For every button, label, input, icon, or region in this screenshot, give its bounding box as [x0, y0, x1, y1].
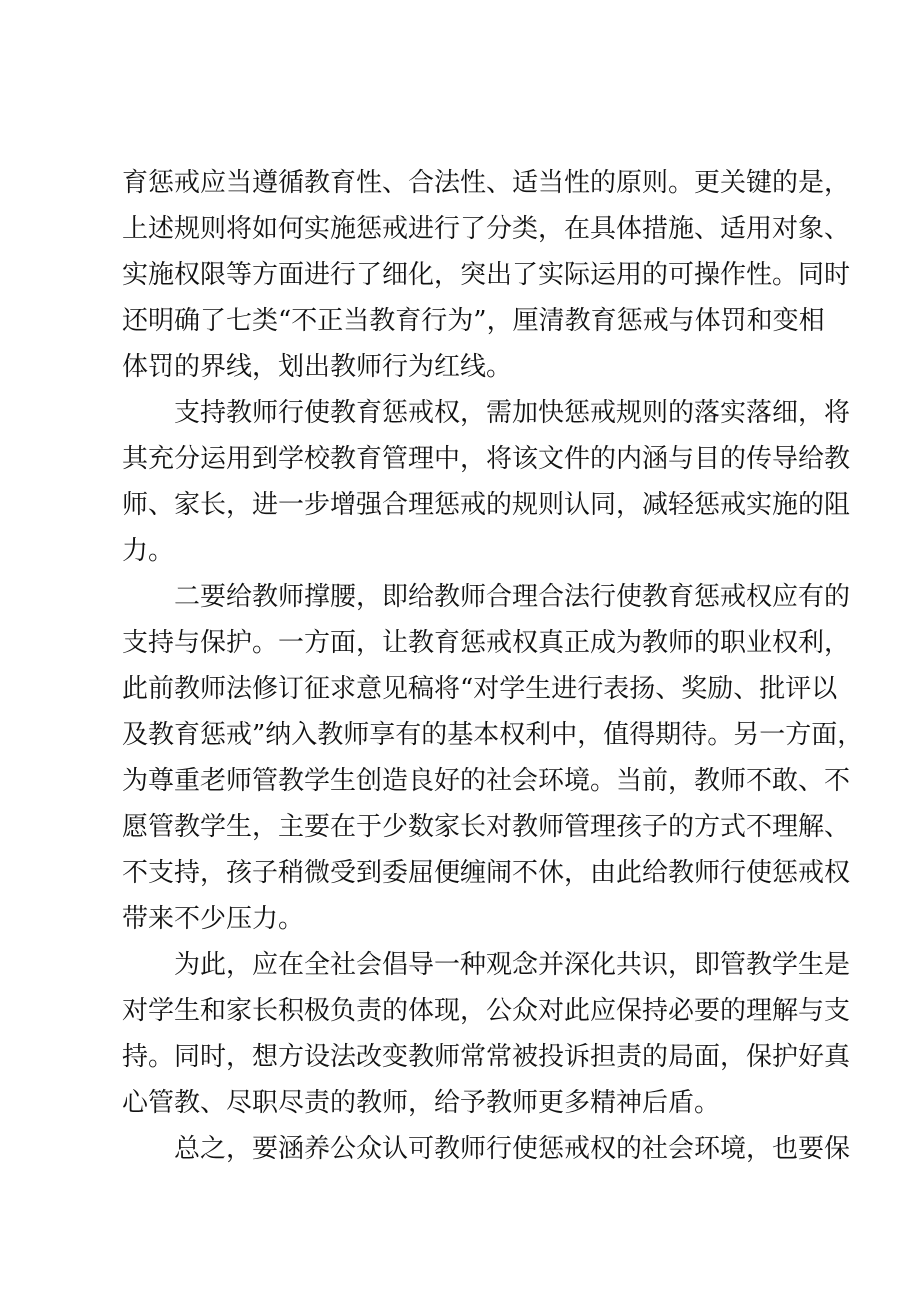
paragraph-first-line: 二要给教师撑腰，即给教师合理合法行使教育惩戒权应有的 [174, 582, 851, 612]
text-line: 体罚的界线，划出教师行为红线。 [122, 352, 513, 382]
text-line: 还明确了七类“不正当教育行为”，厘清教育惩戒与体罚和变相 [122, 306, 825, 336]
text-line: 育惩戒应当遵循教育性、合法性、适当性的原则。更关键的是， [122, 168, 851, 198]
text-line: 此前教师法修订征求意见稿将“对学生进行表扬、奖励、批评以 [122, 674, 838, 704]
text-line: 愿管教学生，主要在于少数家长对教师管理孩子的方式不理解、 [122, 812, 851, 842]
text-line: 力。 [122, 536, 175, 566]
text-line: 师、家长，进一步增强合理惩戒的规则认同，减轻惩戒实施的阻 [122, 490, 851, 520]
text-line: 及教育惩戒”纳入教师享有的基本权利中，值得期待。另一方面， [122, 720, 864, 750]
text-line: 心管教、尽职尽责的教师，给予教师更多精神后盾。 [122, 1088, 721, 1118]
text-line: 对学生和家长积极负责的体现，公众对此应保持必要的理解与支 [122, 996, 851, 1026]
text-line: 支持与保护。一方面，让教育惩戒权真正成为教师的职业权利， [122, 628, 851, 658]
paragraph-first-line: 支持教师行使教育惩戒权，需加快惩戒规则的落实落细，将 [174, 398, 851, 428]
text-line: 为尊重老师管教学生创造良好的社会环境。当前，教师不敢、不 [122, 766, 851, 796]
text-line: 上述规则将如何实施惩戒进行了分类，在具体措施、适用对象、 [122, 214, 851, 244]
text-line: 实施权限等方面进行了细化，突出了实际运用的可操作性。同时 [122, 260, 851, 290]
text-line: 持。同时，想方设法改变教师常常被投诉担责的局面，保护好真 [122, 1042, 851, 1072]
body-text [122, 160, 864, 1172]
text-line: 带来不少压力。 [122, 904, 305, 934]
paragraph-first-line: 为此，应在全社会倡导一种观念并深化共识，即管教学生是 [174, 950, 851, 980]
text-line: 其充分运用到学校教育管理中，将该文件的内涵与目的传导给教 [122, 444, 851, 474]
text-line: 不支持，孩子稍微受到委屈便缠闹不休，由此给教师行使惩戒权 [122, 858, 851, 888]
paragraph-first-line: 总之，要涵养公众认可教师行使惩戒权的社会环境，也要保 [174, 1134, 851, 1164]
